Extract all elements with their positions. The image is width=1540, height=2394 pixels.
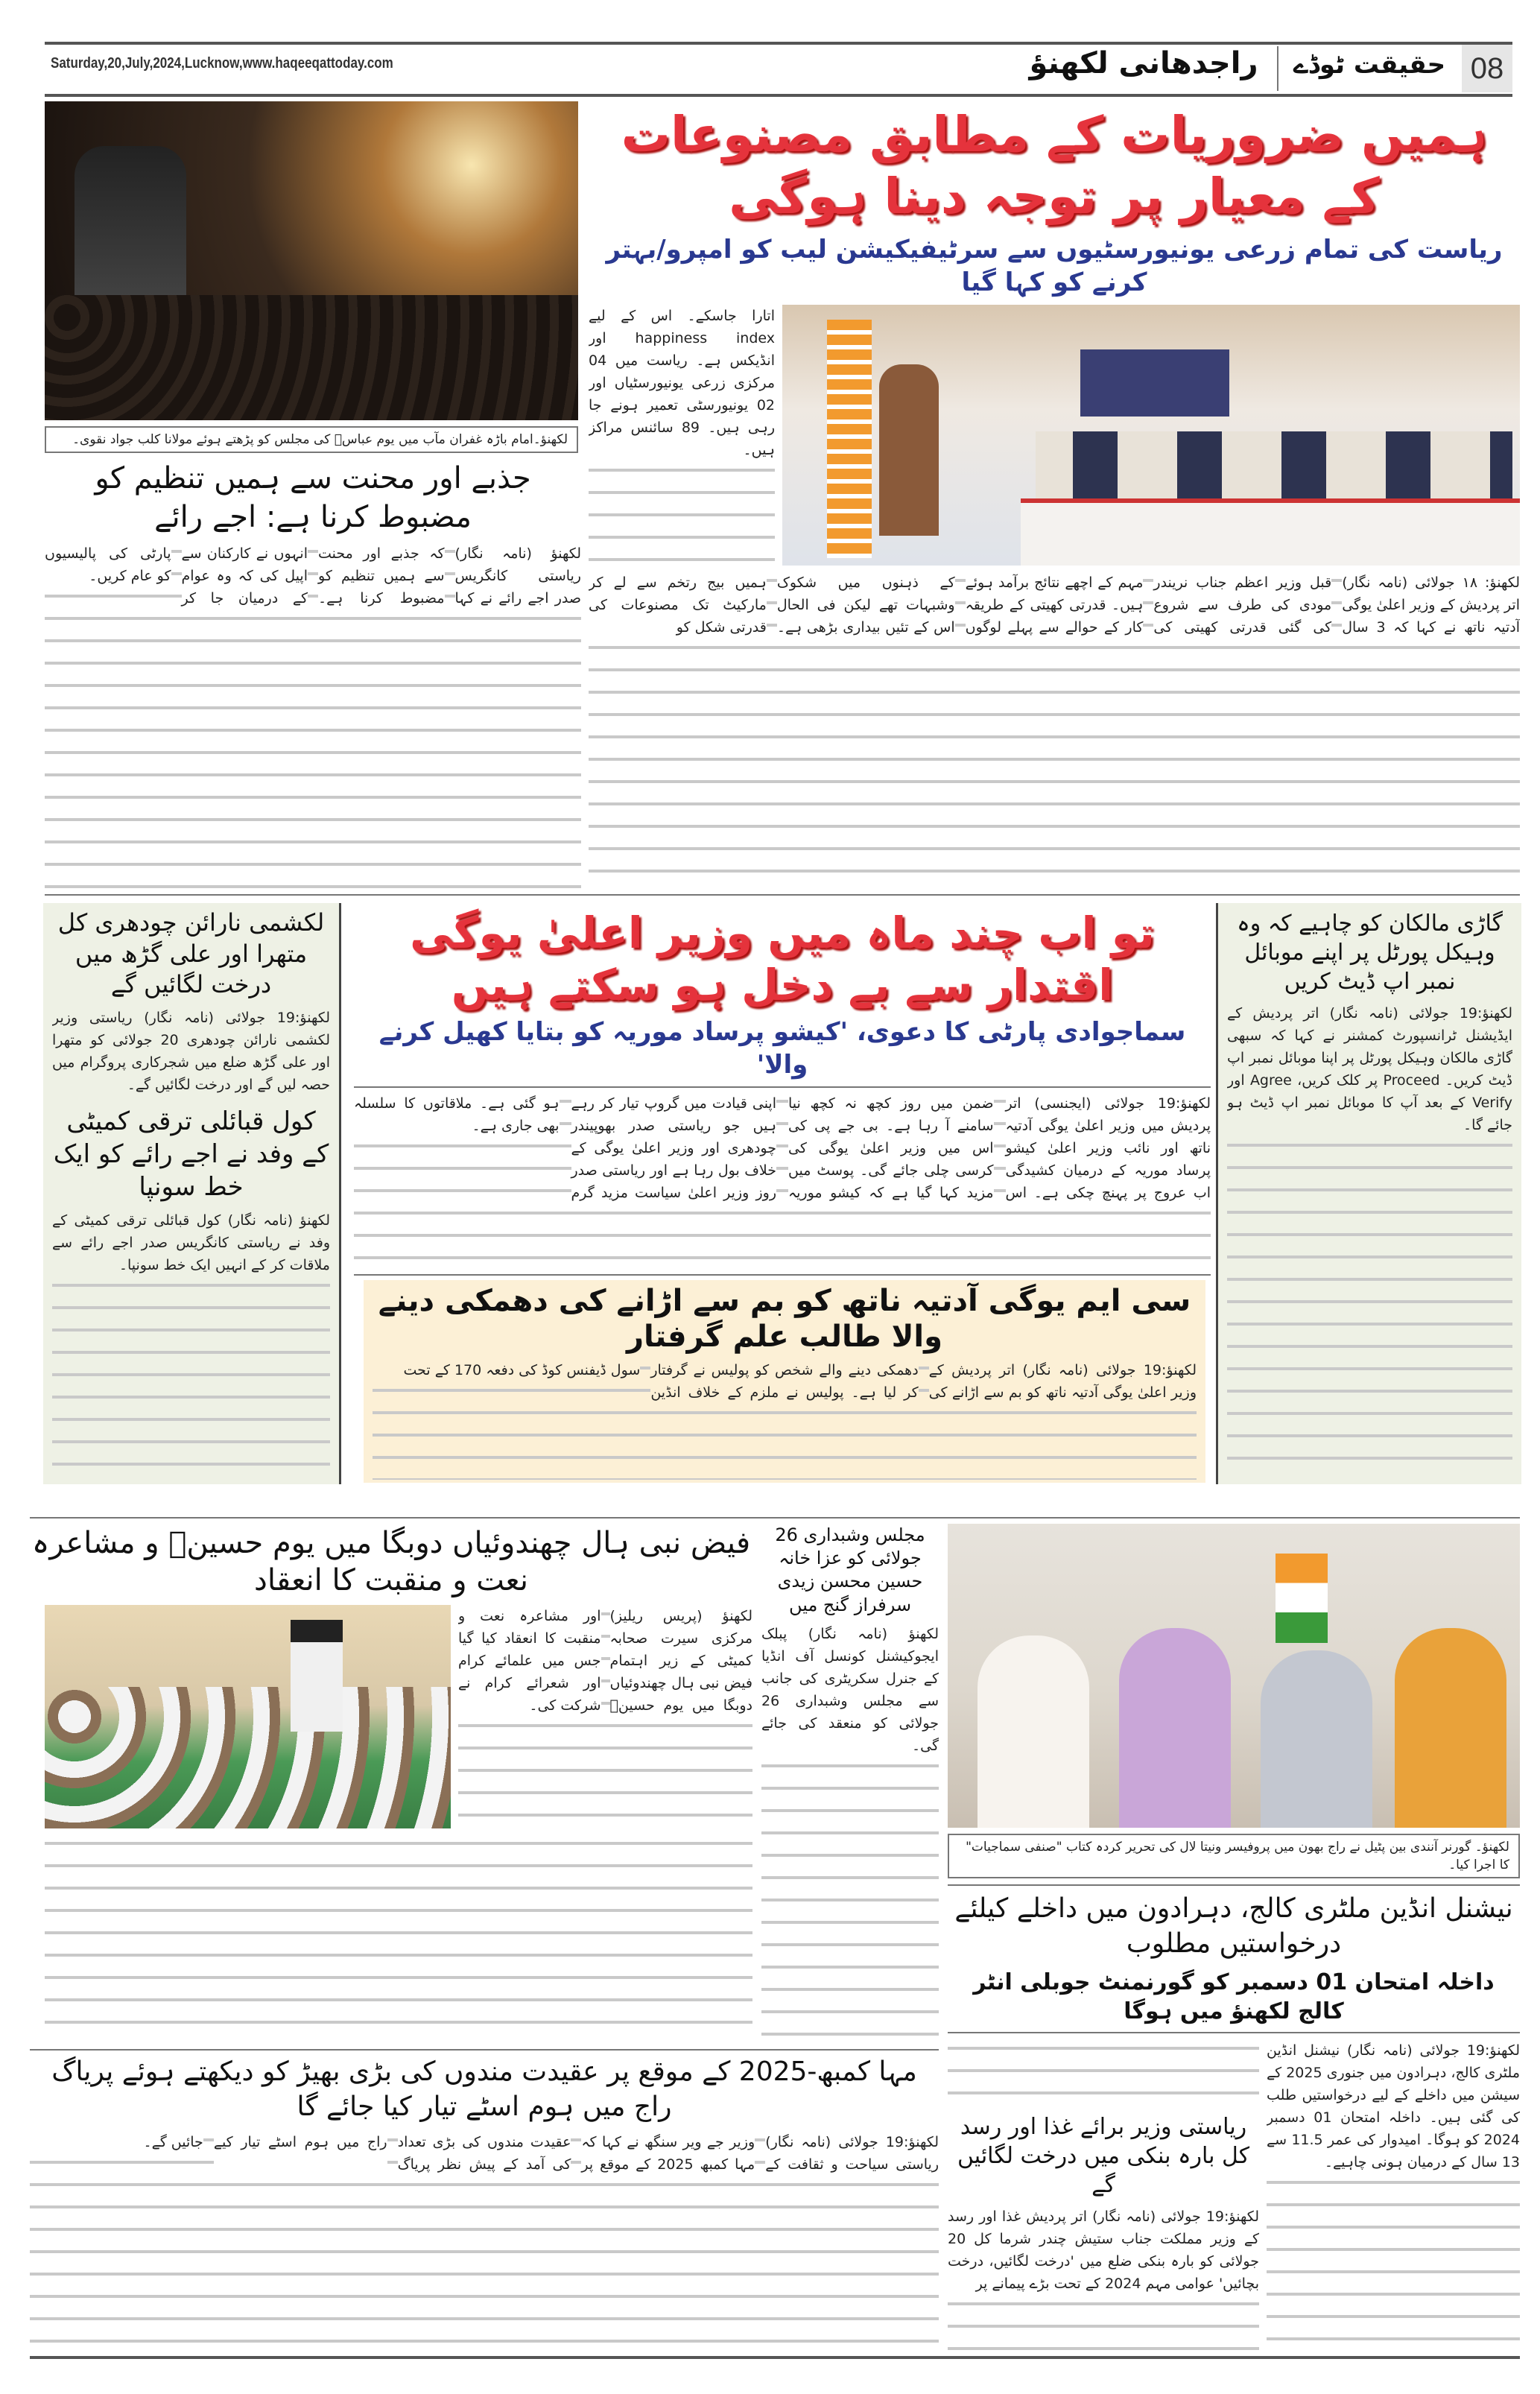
arrest-headline: سی ایم یوگی آدتیہ ناتھ کو بم سے اڑانے کی دھمکی دینے والا طالب علم گرفتار bbox=[378, 1284, 1191, 1354]
page-number: 08 bbox=[1462, 45, 1512, 92]
governor-book-launch-photo bbox=[948, 1524, 1520, 1828]
military-body-text: لکھنؤ:19 جولائی (نامہ نگار) نیشنل انڈین ملٹری کالج، دہرادون میں جنوری 2025 کے سیشن میں داخلے کے لیے درخواستیں طلب کی گئی ہیں۔ داخلہ امتحان 01 دسمبر 2024 کو ہوگا۔ امیدوار کی عمر 11.5 سے 13 سال کے درمیان ہونی چاہیے۔ bbox=[1267, 2039, 1520, 2176]
majlis-caption: لکھنؤ۔امام باڑہ غفران مآب میں یوم عباسؑ کی مجلس کو پڑھتے ہوئے مولانا کلب جواد نقوی۔ bbox=[45, 426, 578, 453]
faiz-story bbox=[30, 1524, 752, 2039]
masthead-divider bbox=[1277, 46, 1278, 91]
majlis-headline: مجلس وشبداری 26 جولائی کو عزا خانہ حسین محسن زیدی سرفراز گنج میں bbox=[775, 1524, 925, 1615]
main-headline: ہمیں ضروریات کے مطابق مصنوعات کے معیار پر توجہ دینا ہوگی bbox=[621, 106, 1488, 225]
main-subheadline: ریاست کی تمام زرعی یونیورسٹیوں سے سرٹیفیکیشن لیب کو امپرو/بہتر کرنے کو کہا گیا bbox=[606, 235, 1503, 298]
military-sub-rule bbox=[948, 2032, 1520, 2033]
date-line: Saturday,20,July,2024,Lucknow,www.haqeeqattoday.com bbox=[51, 55, 393, 72]
majlis-story bbox=[761, 1524, 939, 2038]
minister-headline: ریاستی وزیر برائے غذا اور رسد کل بارہ بنکی میں درخت لگائیں گے bbox=[957, 2113, 1250, 2198]
faiz-headline: فیض نبی ہال چھندوئیاں دوبگا میں یوم حسینؑ و مشاعرہ نعت و منقبت کا انعقاد bbox=[31, 1526, 751, 1597]
military-body bbox=[1267, 2039, 1520, 2351]
seated-attendees bbox=[45, 1687, 451, 1828]
main-photo-row bbox=[589, 305, 1520, 566]
bottom-rule bbox=[30, 2356, 1520, 2359]
garland bbox=[827, 320, 872, 558]
person-4 bbox=[1395, 1628, 1506, 1828]
military-body-left bbox=[948, 2039, 1259, 2106]
arrest-body-text: لکھنؤ:19 جولائی (نامہ نگار) اتر پردیش کے وزیر اعلیٰ یوگی آدتیہ ناتھ کو بم سے اڑانے کی دھمکی دینے والے شخص کو پولیس نے گرفتار کر لیا ہے۔ پولیس نے ملزم کے خلاف انڈین سول ڈیفنس کوڈ کی دفعہ 170 کے تحت bbox=[373, 1359, 1197, 1404]
right-box bbox=[1216, 903, 1521, 1484]
middle-subheadline: سماجوادی پارٹی کا دعوی، 'کیشو پرساد موریہ کو بتایا کھیل کرنے والا' bbox=[378, 1017, 1186, 1080]
dignitaries bbox=[1036, 431, 1512, 506]
governor-figure bbox=[1261, 1650, 1372, 1828]
left-box-body-1 bbox=[52, 1007, 330, 1099]
faiz-body-bottom bbox=[45, 1834, 752, 2039]
military-row bbox=[948, 2039, 1520, 2351]
arrest-box bbox=[364, 1280, 1205, 1483]
person-2 bbox=[1119, 1628, 1231, 1828]
military-rule bbox=[948, 1884, 1520, 1886]
main-story bbox=[589, 104, 1520, 888]
podium-figure bbox=[879, 364, 939, 536]
section-title: راجدھانی لکھنؤ bbox=[1029, 46, 1258, 80]
middle-body bbox=[354, 1092, 1211, 1271]
kumbh-body bbox=[30, 2131, 939, 2351]
military-subheadline: داخلہ امتحان 01 دسمبر کو گورنمنٹ جوبلی انٹر کالج لکھنؤ میں ہوگا bbox=[973, 1969, 1495, 2024]
top-left-column bbox=[45, 101, 581, 888]
right-bottom-column bbox=[948, 1524, 1520, 2351]
left-article-text: لکھنؤ (نامہ نگار) ریاستی کانگریس صدر اجے رائے نے کہا کہ جذبے اور محنت سے ہمیں تنظیم کو مضبوط کرنا ہے۔ انہوں نے کارکنان سے اپیل کی کہ وہ عوام کے درمیان جا کر پارٹی کی پالیسیوں کو عام کریں۔ bbox=[45, 542, 581, 609]
majlis-photo bbox=[45, 101, 578, 420]
main-body-left bbox=[589, 305, 775, 566]
main-body-text: لکھنؤ: ۱۸ جولائی (نامہ نگار) اتر پردیش کے وزیر اعلیٰ یوگی آدتیہ ناتھ نے کہا کہ 3 سال قبل وزیر اعظم جناب نریندر مودی کی طرف سے شروع کی گئی قدرتی کھیتی کی مہم کے اچھے نتائج برآمد ہوئے ہیں۔ قدرتی کھیتی کے طریقہ کار کے حوالے سے پہلے لوگوں کے ذہنوں میں شکوک وشبہات تھے لیکن فی الحال اس کے تئیں بیداری بڑھی ہے۔ ہمیں بیج رتخم سے لے کر مارکیٹ تک مصنوعات کی قدرتی شکل کو bbox=[589, 571, 1520, 642]
minister-body bbox=[948, 2205, 1259, 2351]
banner bbox=[1080, 349, 1229, 417]
right-box-body bbox=[1227, 1002, 1512, 1478]
governor-caption: لکھنؤ۔ گورنر آنندی بین پٹیل نے راج بھون میں پروفیسر ونیتا لال کی تحریر کردہ کتاب "صنفی سماجیات" کا اجرا کیا۔ bbox=[948, 1834, 1520, 1878]
masthead-rule bbox=[45, 94, 1512, 97]
middle-headline: تو اب چند ماہ میں وزیر اعلیٰ یوگی اقتدار سے بے دخل ہو سکتے ہیں bbox=[410, 908, 1155, 1010]
right-box-text: لکھنؤ:19 جولائی (نامہ نگار) اتر پردیش کے ایڈیشنل ٹرانسپورٹ کمشنر نے کہا کہ سبھی گاڑی مالکان وہیکل پورٹل پر اپنا موبائل نمبر اپ ڈیٹ کریں۔ Proceed پر کلک کریں، Agree اور Verify کے بعد آپ کا موبائل نمبر اپ ڈیٹ ہو جائے گا۔ bbox=[1227, 1002, 1512, 1139]
minister-column bbox=[948, 2039, 1259, 2351]
kumbh-story bbox=[30, 2055, 939, 2351]
left-article-body bbox=[45, 542, 581, 888]
main-body bbox=[589, 571, 1520, 888]
flag bbox=[1276, 1554, 1328, 1643]
arrest-rule bbox=[354, 1274, 1211, 1276]
top-rule bbox=[45, 42, 1512, 45]
faiz-body-right bbox=[458, 1605, 752, 1828]
left-box-text-2: لکھنؤ (نامہ نگار) کول قبائلی ترقی کمیٹی کے وفد نے ریاستی کانگریس صدر اجے رائے سے ملاقات کر کے انہیں ایک خط سونپا۔ bbox=[52, 1209, 330, 1279]
right-box-headline: گاڑی مالکان کو چاہیے کہ وہ وہیکل پورٹل پر اپنے موبائل نمبر اپ ڈیٹ کریں bbox=[1237, 911, 1503, 995]
section-rule-1 bbox=[45, 894, 1520, 896]
main-event-photo bbox=[782, 305, 1520, 566]
kumbh-headline: مہا کمبھ-2025 کے موقع پر عقیدت مندوں کی بڑی بھیڑ کو دیکھتے ہوئے پریاگ راج میں ہوم اسٹے تیار کیا جائے گا bbox=[51, 2056, 917, 2122]
kumbh-body-text: لکھنؤ:19 جولائی (نامہ نگار) ریاستی سیاحت و ثقافت کے وزیر جے ویر سنگھ نے کہا کہ مہا کمبھ 2025 کے موقع پر عقیدت مندوں کی بڑی تعداد کی آمد کے پیش نظر پریاگ راج میں ہوم اسٹے تیار کیے جائیں گے۔ bbox=[30, 2131, 939, 2176]
military-headline: نیشنل انڈین ملٹری کالج، دہرادون میں داخلے کیلئے درخواستیں مطلوب bbox=[954, 1893, 1513, 1959]
person-1 bbox=[977, 1635, 1089, 1828]
audience bbox=[45, 295, 578, 420]
faiz-photo-row bbox=[30, 1605, 752, 1828]
left-box-body-2 bbox=[52, 1209, 330, 1480]
speaker-figure bbox=[75, 146, 186, 310]
left-headline: جذبے اور محنت سے ہمیں تنظیم کو مضبوط کرنا ہے: اجے رائے bbox=[95, 461, 531, 534]
middle-rule bbox=[354, 1086, 1211, 1088]
left-box bbox=[43, 903, 341, 1484]
section-rule-2 bbox=[30, 1517, 1520, 1519]
speaker-figure bbox=[291, 1620, 343, 1732]
kumbh-rule bbox=[30, 2049, 939, 2051]
arrest-body bbox=[373, 1359, 1197, 1480]
dais-table bbox=[1021, 498, 1520, 566]
middle-story bbox=[354, 908, 1211, 1271]
faiz-event-photo bbox=[45, 1605, 451, 1828]
left-box-headline-2: کول قبائلی ترقی کمیٹی کے وفد نے اجے رائے کو ایک خط سونپا bbox=[53, 1106, 329, 1203]
logo: حقیقت ٹوڈے bbox=[1293, 50, 1446, 80]
middle-body-text: لکھنؤ:19 جولائی (ایجنسی) اتر پردیش میں وزیر اعلیٰ یوگی آدتیہ ناتھ اور نائب وزیر اعلیٰ کیشو پرساد موریہ کے درمیان کشیدگی اب عروج پر پہنچ چکی ہے۔ اس ضمن میں روز کچھ نہ کچھ نیا سامنے آ رہا ہے۔ بی جے پی کی اس میں وزیر اعلیٰ یوگی کی کرسی چلی جائے گی۔ پوسٹ میں مزید کہا گیا ہے کہ کیشو موریہ اپنی قیادت میں گروپ تیار کر رہے ہیں جو ریاستی صدر بھوپیندر چودھری اور وزیر اعلیٰ یوگی کے خلاف بول رہا ہے اور ریاستی صدر روز وزیر اعلیٰ سیاست مزید گرم ہو گئی ہے۔ ملاقاتوں کا سلسلہ بھی جاری ہے۔ bbox=[354, 1092, 1211, 1204]
faiz-body-text: لکھنؤ (پریس ریلیز) مرکزی سیرت صحابہ کمیٹی کے زیر اہتمام فیض نبی ہال چھندوئیاں دوبگا میں یوم حسینؑ اور مشاعرہ نعت و منقبت کا انعقاد کیا گیا جس میں علمائے کرام اور شعرائے کرام نے شرکت کی۔ bbox=[458, 1605, 752, 1720]
main-body-text-2: اتارا جاسکے۔ اس کے لیے happiness index اور انڈیکس ہے۔ ریاست میں 04 مرکزی زرعی یونیورسٹیاں اور 02 یونیورسٹی تعمیر ہونے جا رہی ہیں۔ 89 سائنس مراکز ہیں۔ bbox=[589, 305, 775, 464]
minister-body-text: لکھنؤ:19 جولائی (نامہ نگار) اتر پردیش غذا اور رسد کے وزیر مملکت جناب ستیش چندر شرما کل 20 جولائی کو بارہ بنکی ضلع میں 'درخت لگائیں، درخت بچائیں' عوامی مہم 2024 کے تحت بڑے پیمانے پر bbox=[948, 2205, 1259, 2298]
majlis-body-text: لکھنؤ (نامہ نگار) پبلک ایجوکیشنل کونسل آف انڈیا کے جنرل سکریٹری کی جانب سے مجلس وشبداری 26 جولائی کو منعقد کی جائے گی۔ bbox=[761, 1623, 939, 1760]
left-box-headline-1: لکشمی نارائن چودھری کل متھرا اور علی گڑھ میں درخت لگائیں گے bbox=[57, 908, 325, 999]
majlis-body bbox=[761, 1623, 939, 2038]
left-box-text-1: لکھنؤ:19 جولائی (نامہ نگار) ریاستی وزیر لکشمی نارائن چودھری 20 جولائی کو متھرا اور علی گڑھ ضلع میں شجرکاری پروگرام میں حصہ لیں گے اور درخت لگائیں گے۔ bbox=[52, 1007, 330, 1099]
